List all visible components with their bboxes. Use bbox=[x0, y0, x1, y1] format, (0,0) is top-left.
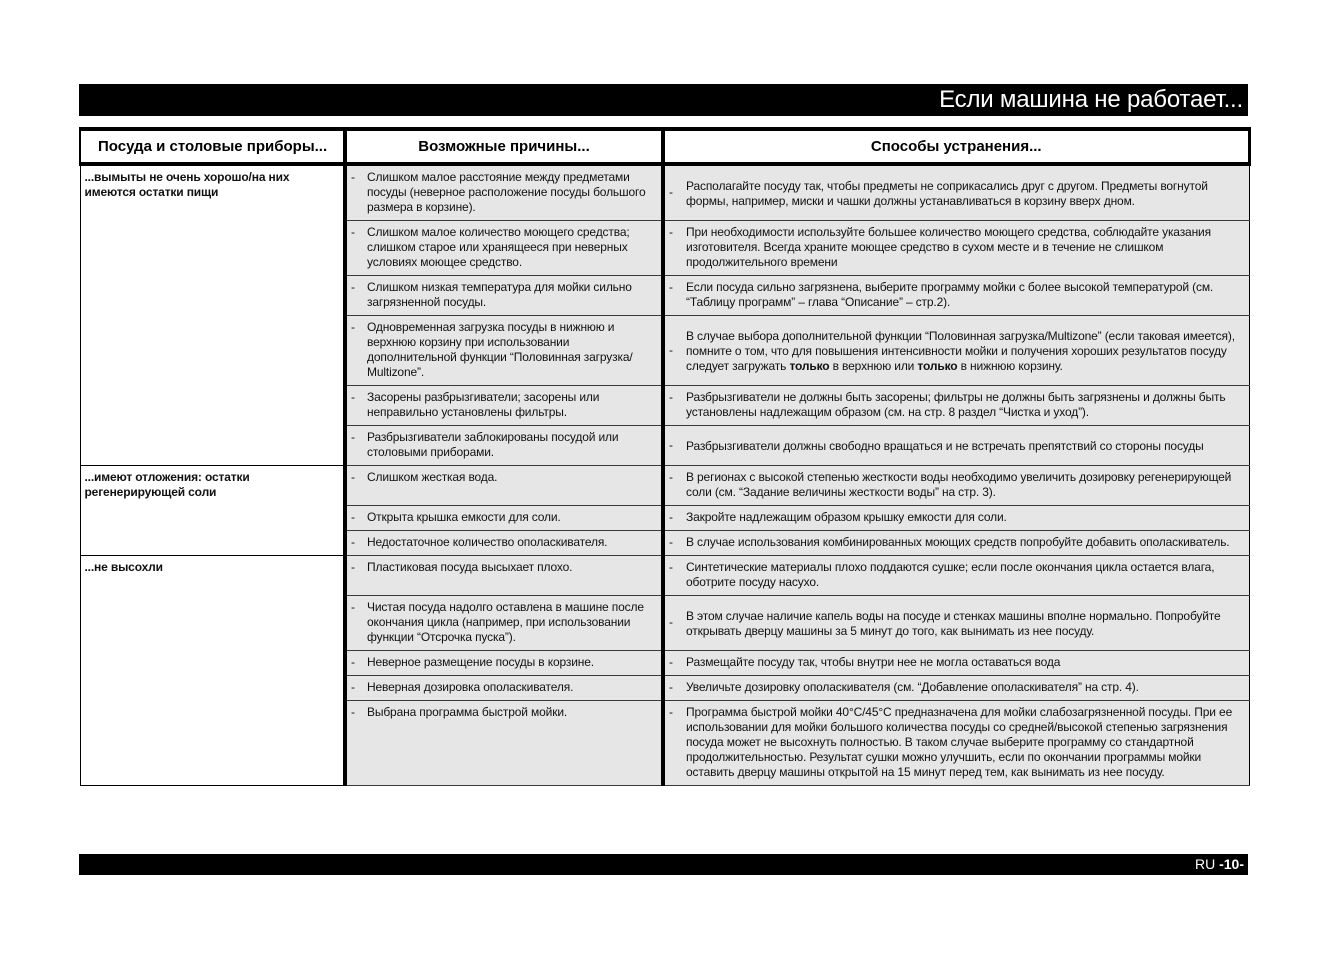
cause-cell: - Неверное размещение посуды в корзине. bbox=[345, 651, 663, 676]
cause-cell: - Слишком жесткая вода. bbox=[345, 466, 663, 506]
cause-cell: - Открыта крышка емкости для соли. bbox=[345, 506, 663, 531]
problem-cell: ...не высохли bbox=[80, 556, 345, 786]
bullet-dash: - bbox=[669, 280, 673, 294]
cause-cell: - Слишком малое расстояние между предметами посуды (неверное расположение посуды большого размера в корзине). bbox=[345, 164, 663, 221]
solution-cell: - В этом случае наличие капель воды на посуде и стенках машины вполне нормально. Попробуйте открывать дверцу машины за 5 минут до того, как вынимать из нее посуду. bbox=[663, 596, 1249, 651]
bullet-dash: - bbox=[669, 225, 673, 239]
solution-cell: - В случае выбора дополнительной функции “Половинная загрузка/Multizone” (если таковая имеется), помните о том, что для повышения интенсивности мойки и получения хороших результатов посуду следует загружать только в верхнюю или только в нижнюю корзину. bbox=[663, 316, 1249, 386]
bullet-dash: - bbox=[351, 430, 355, 444]
table-row bbox=[80, 466, 1249, 506]
bullet-dash: - bbox=[351, 510, 355, 524]
footer-bar bbox=[79, 854, 1248, 875]
cause-cell: - Засорены разбрызгиватели; засорены или неправильно установлены фильтры. bbox=[345, 386, 663, 426]
cause-cell: - Разбрызгиватели заблокированы посудой или столовыми приборами. bbox=[345, 426, 663, 466]
bullet-dash: - bbox=[669, 470, 673, 484]
solution-cell: - Разбрызгиватели не должны быть засорены; фильтры не должны быть загрязнены и должны быть установлены надлежащим образом (см. на стр. 8 раздел “Чистка и уход”). bbox=[663, 386, 1249, 426]
header-bar bbox=[79, 84, 1248, 116]
bullet-dash: - bbox=[351, 655, 355, 669]
cause-cell: - Неверная дозировка ополаскивателя. bbox=[345, 676, 663, 701]
troubleshooting-table bbox=[79, 127, 1251, 786]
bullet-dash: - bbox=[351, 225, 355, 239]
bullet-dash: - bbox=[351, 320, 355, 334]
bullet-dash: - bbox=[351, 680, 355, 694]
bullet-dash: - bbox=[351, 560, 355, 574]
bullet-dash: - bbox=[351, 705, 355, 719]
cause-cell: - Выбрана программа быстрой мойки. bbox=[345, 701, 663, 786]
solution-cell: - Размещайте посуду так, чтобы внутри нее не могла оставаться вода bbox=[663, 651, 1249, 676]
solution-cell: - Разбрызгиватели должны свободно вращаться и не встречать препятствий со стороны посуды bbox=[663, 426, 1249, 466]
solution-cell: - При необходимости используйте большее количество моющего средства, соблюдайте указания изготовителя. Всегда храните моющее средство в сухом месте и в течение не слишком продолжительного времени bbox=[663, 221, 1249, 276]
solution-cell: - Закройте надлежащим образом крышку емкости для соли. bbox=[663, 506, 1249, 531]
bullet-dash: - bbox=[669, 437, 673, 452]
column-header-dishes: Посуда и столовые приборы... bbox=[80, 129, 345, 164]
solution-cell: - Если посуда сильно загрязнена, выберите программу мойки с более высокой температурой (см. “Таблицу программ” – глава “Описание” – стр.2). bbox=[663, 276, 1249, 316]
bullet-dash: - bbox=[669, 560, 673, 574]
cause-cell: - Чистая посуда надолго оставлена в машине после окончания цикла (например, при использовании функции “Отсрочка пуска”). bbox=[345, 596, 663, 651]
cause-cell: - Недостаточное количество ополаскивателя. bbox=[345, 531, 663, 556]
page-footer bbox=[1195, 856, 1244, 872]
problem-cell: ...вымыты не очень хорошо/на них имеются остатки пищи bbox=[80, 164, 345, 466]
emphasis-only: только bbox=[789, 358, 830, 373]
column-header-solutions: Способы устранения... bbox=[663, 129, 1249, 164]
bullet-dash: - bbox=[669, 680, 673, 694]
bullet-dash: - bbox=[669, 615, 673, 629]
bullet-dash: - bbox=[669, 705, 673, 719]
language-code: RU bbox=[1194, 856, 1216, 872]
troubleshooting-table-wrap bbox=[79, 127, 1248, 786]
bullet-dash: - bbox=[669, 342, 673, 357]
cause-cell: - Слишком низкая температура для мойки сильно загрязненной посуды. bbox=[345, 276, 663, 316]
page-title: Если машина не работает... bbox=[939, 86, 1243, 113]
bullet-dash: - bbox=[351, 390, 355, 404]
solution-cell: - В случае использования комбинированных моющих средств попробуйте добавить ополаскиватель. bbox=[663, 531, 1249, 556]
bullet-dash: - bbox=[351, 535, 355, 549]
solution-cell: - Синтетические материалы плохо поддаются сушке; если после окончания цикла остается влага, оботрите посуду насухо. bbox=[663, 556, 1249, 596]
problem-cell: ...имеют отложения: остатки регенерирующей соли bbox=[80, 466, 345, 556]
cause-cell: - Одновременная загрузка посуды в нижнюю и верхнюю корзину при использовании дополнительной функции “Половинная загрузка/ Multizone”. bbox=[345, 316, 663, 386]
bullet-dash: - bbox=[669, 185, 673, 199]
table-header-row bbox=[80, 129, 1249, 164]
page-number: -10- bbox=[1219, 856, 1244, 872]
column-header-causes: Возможные причины... bbox=[345, 129, 663, 164]
bullet-dash: - bbox=[351, 470, 355, 484]
bullet-dash: - bbox=[669, 655, 673, 669]
solution-cell: - Располагайте посуду так, чтобы предметы не соприкасались друг с другом. Предметы вогнутой формы, например, миски и чашки должны устанавливаться в корзину вверх дном. bbox=[663, 164, 1249, 221]
solution-cell: - Программа быстрой мойки 40°C/45°C предназначена для мойки слабозагрязненной посуды. При ее использовании для мойки большого количества посуды со средней/высокой степенью загрязнения посуда может не высохнуть полностью. В таком случае выберите программу со стандартной продолжительностью. Результат сушки можно улучшить, если по окончании программы мойки оставить дверцу машины открытой на 15 минут перед тем, как вынимать из нее посуду. bbox=[663, 701, 1249, 786]
solution-cell: - Увеличьте дозировку ополаскивателя (см. “Добавление ополаскивателя” на стр. 4). bbox=[663, 676, 1249, 701]
bullet-dash: - bbox=[669, 390, 673, 404]
table-row bbox=[80, 164, 1249, 221]
bullet-dash: - bbox=[669, 510, 673, 524]
cause-cell: - Слишком малое количество моющего средства; слишком старое или хранящееся при неверных условиях моющее средство. bbox=[345, 221, 663, 276]
bullet-dash: - bbox=[351, 280, 355, 294]
table-row bbox=[80, 556, 1249, 596]
bullet-dash: - bbox=[351, 170, 355, 184]
bullet-dash: - bbox=[351, 600, 355, 614]
bullet-dash: - bbox=[669, 535, 673, 549]
cause-cell: - Пластиковая посуда высыхает плохо. bbox=[345, 556, 663, 596]
solution-cell: - В регионах с высокой степенью жесткости воды необходимо увеличить дозировку регенерирующей соли (см. “Задание величины жесткости воды” на стр. 3). bbox=[663, 466, 1249, 506]
emphasis-only: только bbox=[917, 358, 958, 373]
